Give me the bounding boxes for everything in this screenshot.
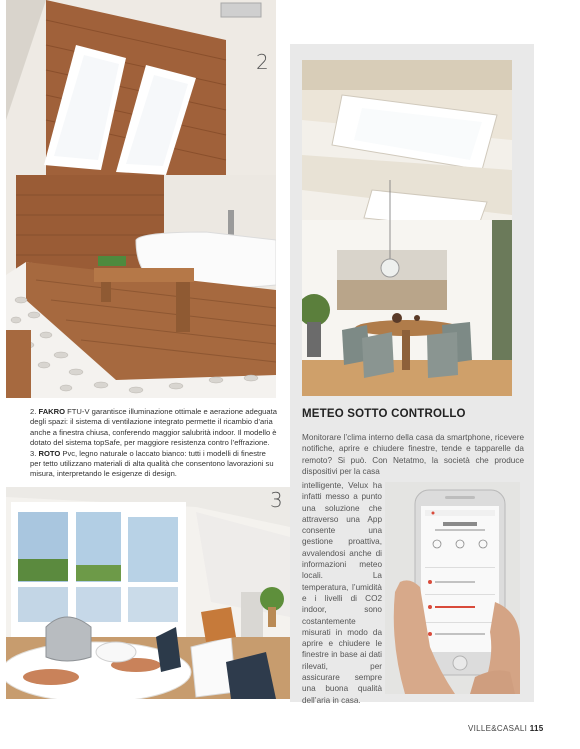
photo-number-3: 3 <box>270 488 283 512</box>
caption-number-2: 2. <box>30 407 37 416</box>
photo-number-2: 2 <box>256 50 269 74</box>
caption-brand-fakro: FAKRO <box>38 407 66 416</box>
caption-brand-roto: ROTO <box>38 448 61 458</box>
sidebar-heading: METEO SOTTO CONTROLLO <box>302 408 466 420</box>
photo-caption <box>30 407 278 480</box>
sidebar-body-column: intelligente, Velux ha infatti messo a punto una soluzione che attraverso una App consente una gestione proattiva, avvalendosi anche di informazioni meteo locali. La temperatura, l’umidità e i livelli di CO2 indoor, sono costantemente misurati in modo da aprire e chiudere le finestre in base ai dati rilevati, per assicurare sempre una buona qualità dell’aria in casa. <box>302 481 382 705</box>
footer-magazine-name: VILLE&CASALI <box>468 724 528 733</box>
photo-smartphone-app <box>385 482 520 694</box>
photo-attic-living-room <box>6 487 290 699</box>
footer-page-number: 115 <box>529 724 544 733</box>
sidebar-body-intro: Monitorare l’clima interno della casa da smartphone, ricevere notifiche, aprire e chiudere finestre, tende e tapparelle da remoto? Si può. Con Netatmo, la società che produce dispositivi per la casa <box>302 433 524 476</box>
caption-number-3: 3. <box>30 448 37 458</box>
caption-text-fakro: FTU-V garantisce illuminazione ottimale e aerazione adeguata degli spazi: il sistema di ventilazione integrato permette il ricambio d’aria anche a finestra chiusa, conferendo maggior salubrità indoor. Il modello è dotato del sistema topSafe, per maggiore resistenza contro l’effrazione. <box>30 407 277 448</box>
page-footer <box>468 724 544 733</box>
caption-text-roto: Pvc, legno naturale o laccato bianco: tutti i modelli di finestre per tetto utilizzano materiali di alta qualità che consentono lavorazioni su misura, interpretando le esigenze di design. <box>30 448 274 479</box>
photo-dining-skylights <box>302 60 512 396</box>
photo-attic-bathroom <box>6 0 276 398</box>
